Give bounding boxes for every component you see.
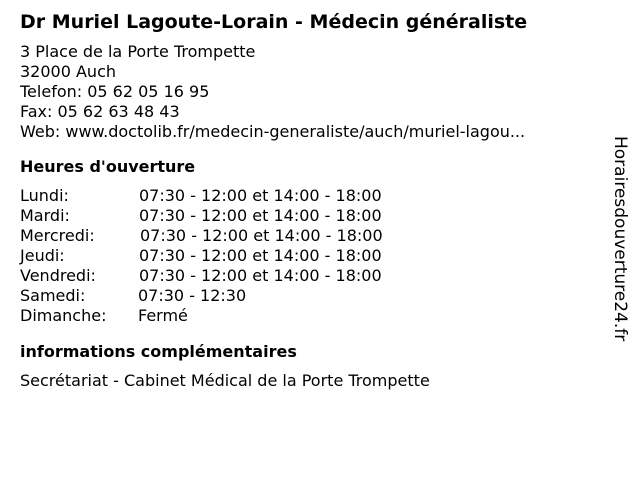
hours-row-samedi <box>20 286 600 306</box>
day-label: Mardi: <box>20 206 70 225</box>
site-watermark: Horairesdouverture24.fr <box>610 136 630 342</box>
day-hours: Fermé <box>138 306 188 325</box>
street-address: 3 Place de la Porte Trompette <box>20 42 256 61</box>
fax-number: Fax: 05 62 63 48 43 <box>20 102 180 121</box>
hours-table <box>20 186 600 326</box>
hours-row-lundi <box>20 186 600 206</box>
day-hours: 07:30 - 12:00 et 14:00 - 18:00 <box>139 206 382 225</box>
day-label: Jeudi: <box>20 246 65 265</box>
day-label: Lundi: <box>20 186 69 205</box>
hours-row-dimanche <box>20 306 600 326</box>
day-hours: 07:30 - 12:00 et 14:00 - 18:00 <box>139 246 382 265</box>
hours-heading: Heures d'ouverture <box>20 157 196 176</box>
day-label: Dimanche: <box>20 306 107 325</box>
page-title: Dr Muriel Lagoute-Lorain - Médecin généraliste <box>20 11 528 33</box>
doctor-card <box>20 10 600 391</box>
day-hours: 07:30 - 12:00 et 14:00 - 18:00 <box>139 186 382 205</box>
day-hours: 07:30 - 12:00 et 14:00 - 18:00 <box>140 226 383 245</box>
address-block <box>20 42 600 142</box>
phone-number[interactable]: Telefon: 05 62 05 16 95 <box>20 82 210 101</box>
day-label: Samedi: <box>20 286 86 305</box>
info-text: Secrétariat - Cabinet Médical de la Porte Trompette <box>20 371 430 390</box>
info-heading: informations complémentaires <box>20 342 297 361</box>
hours-row-vendredi <box>20 266 600 286</box>
hours-row-mercredi <box>20 226 600 246</box>
day-hours: 07:30 - 12:30 <box>138 286 247 305</box>
day-hours: 07:30 - 12:00 et 14:00 - 18:00 <box>139 266 382 285</box>
day-label: Mercredi: <box>20 226 95 245</box>
hours-row-jeudi <box>20 246 600 266</box>
day-label: Vendredi: <box>20 266 96 285</box>
city-address: 32000 Auch <box>20 62 117 81</box>
website-link[interactable]: Web: www.doctolib.fr/medecin-generaliste/auch/muriel-lagou... <box>20 122 526 141</box>
hours-row-mardi <box>20 206 600 226</box>
